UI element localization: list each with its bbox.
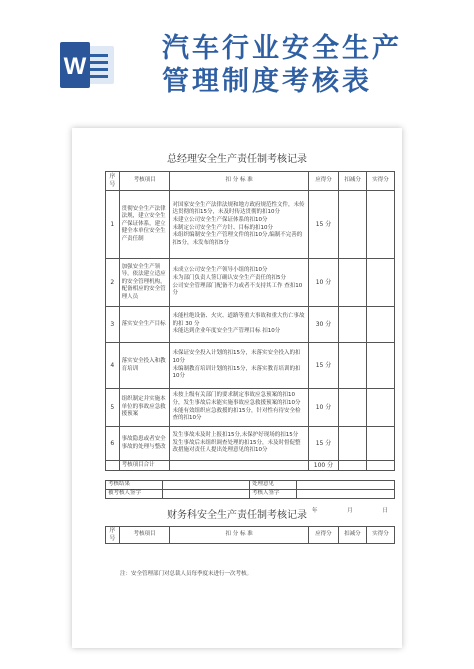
signature-table: [105, 480, 395, 499]
row-seq: 1: [106, 191, 120, 259]
row-item: 加强安全生产领导，依法建立适应的安全管理机构，配备相应的安全管理人员: [119, 259, 170, 307]
row-seq: 4: [106, 343, 120, 389]
row-actual: [367, 343, 395, 389]
page-title-line2: 管理制度考核表: [162, 66, 372, 97]
row-score: 30 分: [308, 307, 338, 343]
row-deduct: [339, 307, 367, 343]
row-deduct: [339, 191, 367, 259]
row-item: 事故隐患或者安全事故的处理与整改: [119, 427, 170, 461]
row-item: 组织制定并实施本单位的事故应急救援预案: [119, 389, 170, 427]
second-form-title: 财务科安全生产责任制考核记录: [167, 510, 307, 521]
col-score: 应得分: [308, 172, 338, 191]
total-label: 考核项目合计: [119, 461, 170, 471]
logo-letter: W: [63, 53, 87, 80]
footnote: 注：安全管理部门对总裁人员每季度末进行一次考核。: [120, 571, 253, 577]
examinee-sign-label: 被考核人签字: [106, 490, 163, 499]
row-score: 15 分: [308, 191, 338, 259]
examiner-sign-label: 考核人签字: [250, 490, 297, 499]
row-deduct: [339, 389, 367, 427]
row-std: 未按上级有关部门的要求制定事故应急预案的扣10分，发生事故后未能实施事故应急救援预案的扣10分 未能有效组织应急救援的扣15分，针对性有待安全检查的扣10分: [170, 389, 308, 427]
second-form-date: 年 月 日: [312, 508, 402, 514]
row-score: 15 分: [308, 343, 338, 389]
row-score: 10 分: [308, 389, 338, 427]
table-header-row: [106, 527, 395, 544]
total-row: [106, 461, 395, 471]
col-score: 应得分: [309, 527, 339, 544]
col-std: 扣 分 标 准: [170, 172, 308, 191]
row-std: 对国家安全生产法律法规和地方政府规范性文件，未传达贯彻的扣15分，未及时传达贯彻的扣10分 未建立公司安全生产保证体系的扣10分 未制定公司安全生产方针、目标的扣10分 未组织编制安全生产管理文件的扣10分,编制不完善的扣5分，未发布的扣5分: [170, 191, 308, 259]
row-deduct: [339, 343, 367, 389]
col-deduct: 扣减分: [338, 527, 366, 544]
table-row: [106, 389, 395, 427]
table-row: [106, 259, 395, 307]
row-std: 未能杜绝设备、火灾、道路等重大事故和重大伤亡事故的扣 30 分 未能达到企业年度安全生产管理目标 扣10分: [170, 307, 308, 343]
row-std: 未成立公司安全生产领导小组的扣10分 未为部门负责人签订确认安全生产责任的扣5分 公司安全管理部门配备不力或者不支持其工作 查扣10分: [170, 259, 308, 307]
col-std: 扣 分 标 准: [170, 527, 309, 544]
table-row: [106, 427, 395, 461]
row-actual: [367, 427, 395, 461]
table-row: [106, 343, 395, 389]
row-deduct: [339, 427, 367, 461]
table-header-row: [106, 172, 395, 191]
table-row: [106, 307, 395, 343]
sign-row: [106, 490, 395, 499]
result-label: 考核结果: [106, 481, 163, 490]
row-seq: 6: [106, 427, 120, 461]
assessment-table: [105, 171, 395, 471]
col-item: 考核项目: [119, 527, 170, 544]
row-seq: 2: [106, 259, 120, 307]
col-actual: 实得分: [366, 527, 394, 544]
document-page: [72, 128, 402, 648]
row-std: 未保证安全投入计划的扣15分，未落实安全投入的扣10分 未编制教育培训计划的扣15分，未落实教育培训的扣10分: [170, 343, 308, 389]
row-std: 发生事故未及时上报扣15分,未保护好现场的扣15分 发生事故后未组织调查处理的扣15分，未及时督促整改措施对责任人提出处理意见的扣10分: [170, 427, 308, 461]
document-title: 总经理安全生产责任制考核记录: [167, 154, 307, 165]
result-row: [106, 481, 395, 490]
row-score: 15 分: [308, 427, 338, 461]
row-actual: [367, 389, 395, 427]
col-seq: 序号: [106, 172, 120, 191]
row-actual: [367, 191, 395, 259]
row-seq: 3: [106, 307, 120, 343]
table-row: [106, 191, 395, 259]
total-score: 100 分: [308, 461, 338, 471]
page-header: [0, 0, 474, 118]
row-score: 10 分: [308, 259, 338, 307]
word-document-icon: [58, 40, 118, 90]
page-title-line1: 汽车行业安全生产: [162, 33, 402, 64]
row-item: 贯彻安全生产法律法规，建立安全生产保证体系，建立健全本单位安全生产责任制: [119, 191, 170, 259]
col-seq: 序号: [106, 527, 120, 544]
col-actual: 实得分: [367, 172, 395, 191]
opinion-label: 处理意见: [250, 481, 297, 490]
row-item: 落实安全投入和教育培训: [119, 343, 170, 389]
row-actual: [367, 307, 395, 343]
row-seq: 5: [106, 389, 120, 427]
row-actual: [367, 259, 395, 307]
row-item: 落实安全生产目标: [119, 307, 170, 343]
col-deduct: 扣减分: [339, 172, 367, 191]
second-assessment-table: [105, 526, 395, 544]
row-deduct: [339, 259, 367, 307]
col-item: 考核项目: [119, 172, 170, 191]
